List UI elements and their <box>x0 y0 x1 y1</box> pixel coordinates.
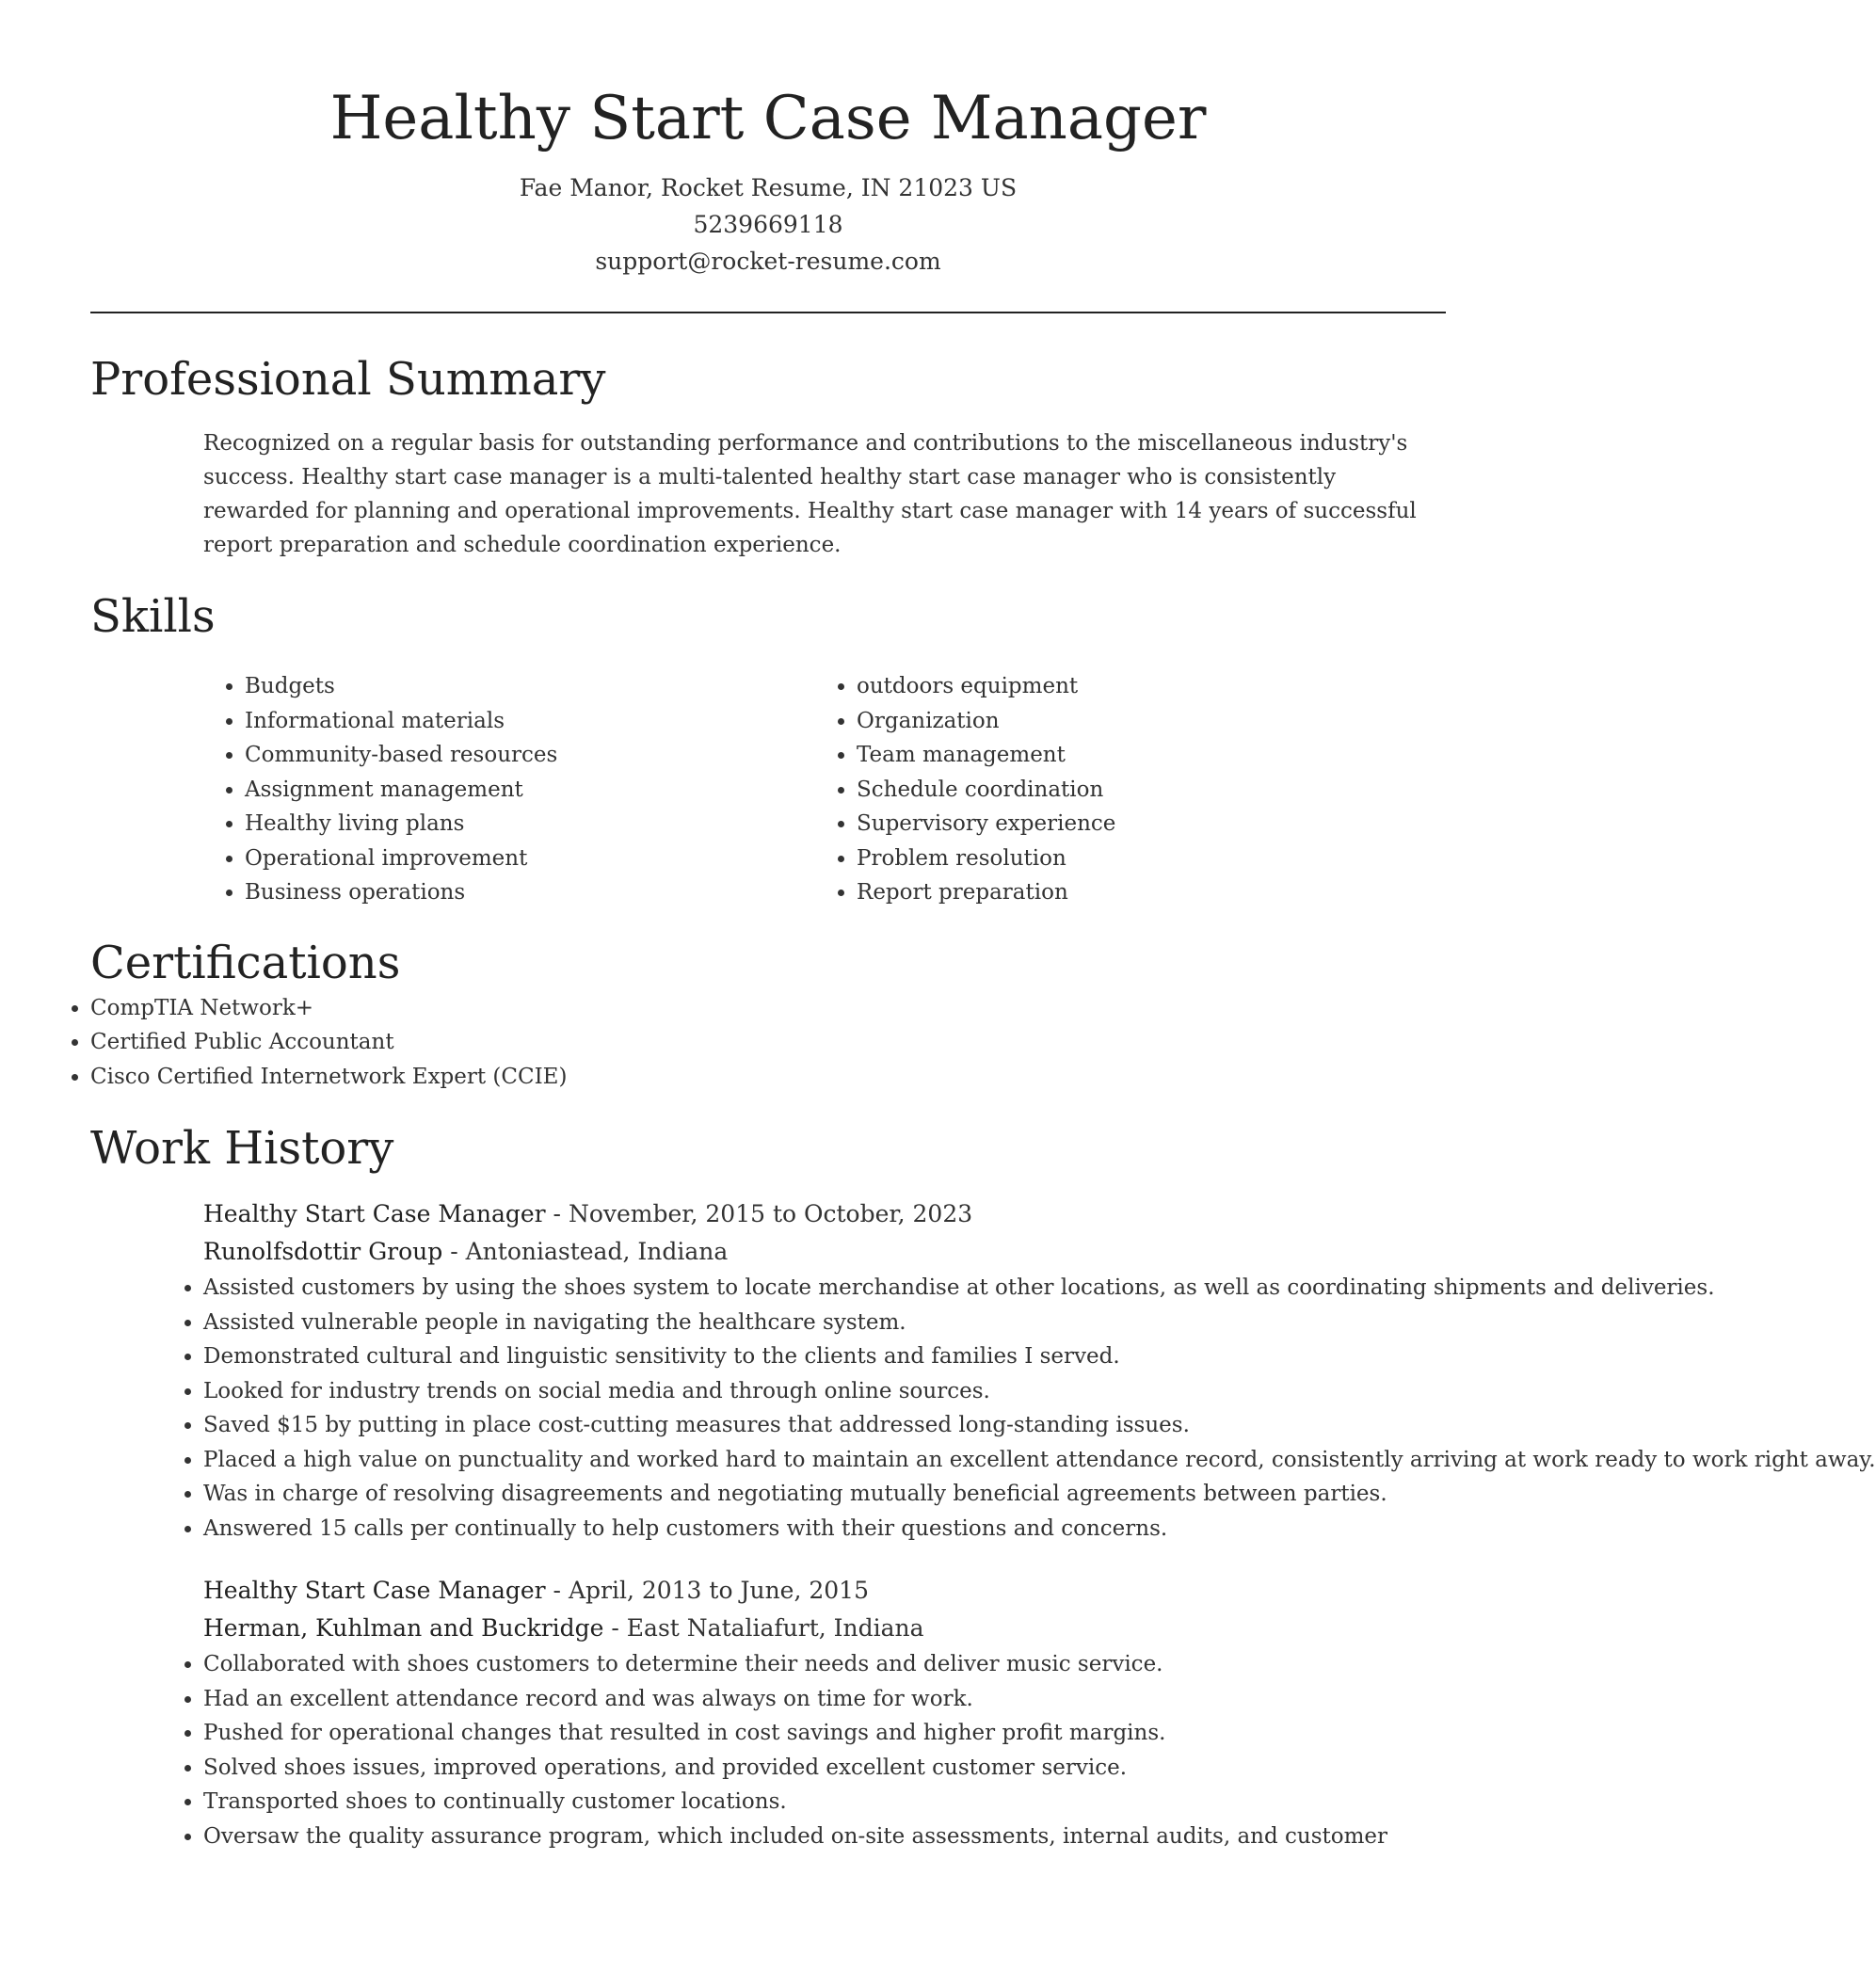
job-company: Runolfsdottir Group <box>203 1238 443 1265</box>
job-bullet: • Oversaw the quality assurance program, which included on-site assessments, internal audits, and customer <box>203 1820 1446 1854</box>
certification-item: • Certified Public Accountant <box>90 1025 1446 1060</box>
job-bullet: • Demonstrated cultural and linguistic sensitivity to the clients and families I served. <box>203 1339 1446 1374</box>
job-title: Healthy Start Case Manager <box>203 1577 546 1604</box>
job-bullet: • Collaborated with shoes customers to determine their needs and deliver music service. <box>203 1647 1446 1682</box>
skill-item: • Healthy living plans <box>245 807 857 842</box>
skill-item: • Schedule coordination <box>857 773 1115 808</box>
contact-email: support@rocket-resume.com <box>595 248 941 275</box>
job-bullets <box>203 1647 1446 1853</box>
job-entry <box>203 1195 1876 1546</box>
job-bullet: • Had an excellent attendance record and was always on time for work. <box>203 1682 1446 1717</box>
job-location: - Antoniastead, Indiana <box>442 1238 729 1265</box>
skills-column-2 <box>857 669 1115 910</box>
job-bullet: • Was in charge of resolving disagreements and negotiating mutually beneficial agreements between parties. <box>203 1477 1446 1512</box>
job-company-line <box>203 1233 1446 1271</box>
certification-item: • CompTIA Network+ <box>90 991 1446 1026</box>
skills-heading: Skills <box>90 590 216 643</box>
summary-heading: Professional Summary <box>90 353 606 406</box>
contact-phone: 5239669118 <box>693 211 843 238</box>
skill-item: • Supervisory experience <box>857 807 1115 842</box>
job-company: Herman, Kuhlman and Buckridge <box>203 1614 604 1642</box>
job-bullet: • Looked for industry trends on social media and through online sources. <box>203 1374 1446 1409</box>
summary-section <box>90 351 1446 562</box>
contact-address: Fae Manor, Rocket Resume, IN 21023 US <box>519 174 1018 201</box>
job-bullet: • Transported shoes to continually customer locations. <box>203 1785 1446 1820</box>
job-dates: - April, 2013 to June, 2015 <box>545 1577 869 1604</box>
skill-item: • Report preparation <box>857 875 1115 910</box>
work-history-section <box>90 1120 1876 1853</box>
resume-title: Healthy Start Case Manager <box>329 84 1207 153</box>
job-dates: - November, 2015 to October, 2023 <box>545 1200 973 1227</box>
skill-item: • Business operations <box>245 875 857 910</box>
skill-item: • Informational materials <box>245 704 857 739</box>
job-bullet: • Saved $15 by putting in place cost-cutting measures that addressed long-standing issues. <box>203 1408 1446 1443</box>
skills-column-1 <box>245 669 857 910</box>
header-divider <box>90 312 1446 313</box>
job-bullet: • Assisted customers by using the shoes system to locate merchandise at other locations, as well as coordinating shipments and deliveries. <box>203 1271 1446 1306</box>
job-bullet: • Answered 15 calls per continually to help customers with their questions and concerns. <box>203 1512 1446 1547</box>
job-location: - East Nataliafurt, Indiana <box>603 1614 924 1642</box>
skills-section <box>90 588 1446 910</box>
job-bullet: • Placed a high value on punctuality and worked hard to maintain an excellent attendance record, consistently arriving at work ready to work right away. <box>203 1443 1446 1478</box>
job-entry <box>203 1572 1446 1853</box>
job-bullet: • Solved shoes issues, improved operations, and provided excellent customer service. <box>203 1751 1446 1786</box>
skills-columns <box>245 669 1446 910</box>
certifications-heading: Certifications <box>90 936 401 989</box>
job-title: Healthy Start Case Manager <box>203 1200 546 1227</box>
skill-item: • Operational improvement <box>245 842 857 876</box>
contact-block <box>90 169 1446 280</box>
certifications-section <box>90 935 1446 1095</box>
job-bullet: • Assisted vulnerable people in navigating the healthcare system. <box>203 1306 1446 1340</box>
job-company-line <box>203 1610 1446 1647</box>
work-history-heading: Work History <box>90 1122 394 1175</box>
certification-item: • Cisco Certified Internetwork Expert (CCIE) <box>90 1060 1446 1095</box>
skill-item: • Budgets <box>245 669 857 704</box>
resume-page <box>90 0 1876 1853</box>
job-title-line <box>203 1572 1446 1610</box>
summary-text: Recognized on a regular basis for outstanding performance and contributions to the miscellaneous industry's success. Healthy start case manager is a multi-talented healthy start case manager who is consistently rewarded for planning and operational improvements. Healthy start case manager with 14 years of successful report preparation and schedule coordination experience. <box>203 431 1417 557</box>
job-bullet: • Pushed for operational changes that resulted in cost savings and higher profit margins. <box>203 1716 1446 1751</box>
skill-item: • Assignment management <box>245 773 857 808</box>
certifications-list <box>90 991 1446 1095</box>
skill-item: • Organization <box>857 704 1115 739</box>
skill-item: • outdoors equipment <box>857 669 1115 704</box>
skill-item: • Problem resolution <box>857 842 1115 876</box>
job-bullets <box>203 1271 1876 1546</box>
skill-item: • Team management <box>857 738 1115 773</box>
skill-item: • Community-based resources <box>245 738 857 773</box>
job-title-line <box>203 1195 1446 1233</box>
